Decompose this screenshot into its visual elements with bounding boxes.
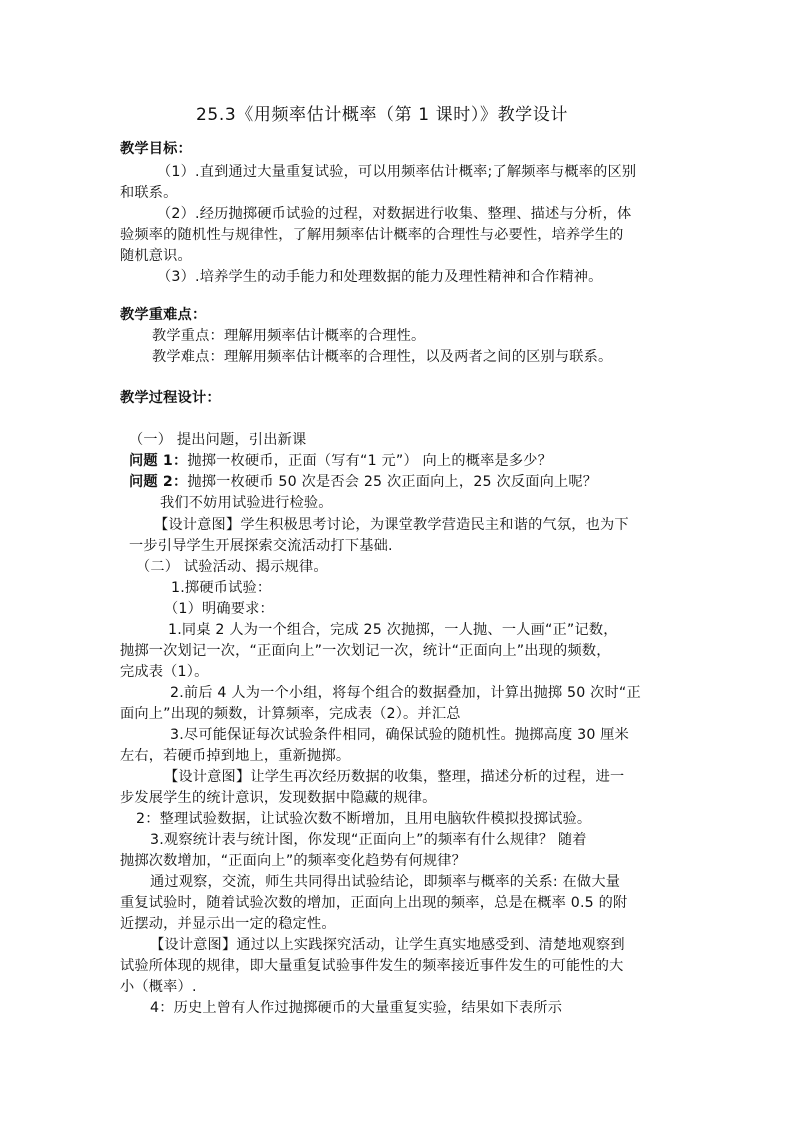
body-line: （1）明确要求： xyxy=(164,601,274,617)
keypoints-heading: 教学重难点： xyxy=(120,307,207,323)
body-line: 1.同桌 2 人为一个组合，完成 25 次抛掷，一人抛、一人画“正”记数， xyxy=(168,622,618,638)
section-heading-1: （一） 提出问题，引出新课 xyxy=(129,432,307,448)
body-line: 通过观察，交流，师生共同得出试验结论，即频率与概率的关系: 在做大量 xyxy=(150,874,621,890)
body-line: 【设计意图】通过以上实践探究活动，让学生真实地感受到、清楚地观察到 xyxy=(150,937,625,953)
objective-line: 随机意识。 xyxy=(120,248,192,264)
body-line: 【设计意图】学生积极思考讨论，为课堂教学营造民主和谐的气氛，也为下 xyxy=(154,517,629,533)
question-1-text: 抛掷一枚硬币，正面（写有“1 元”） 向上的概率是多少？ xyxy=(187,453,553,469)
body-line: 2：整理试验数据，让试验次数不断增加，且用电脑软件模拟投掷试验。 xyxy=(136,811,592,827)
body-line: 小（概率）. xyxy=(120,979,197,995)
objective-line: 验频率的随机性与规律性，了解用频率估计概率的合理性与必要性，培养学生的 xyxy=(120,227,624,243)
body-line: 步发展学生的统计意识，发现数据中隐藏的规律。 xyxy=(120,790,437,806)
objective-line: （3）.培养学生的动手能力和处理数据的能力及理性精神和合作精神。 xyxy=(157,269,603,285)
body-line: 试验所体现的规律，即大量重复试验事件发生的频率接近事件发生的可能性的大 xyxy=(120,958,624,974)
process-heading: 教学过程设计： xyxy=(120,390,221,406)
document-title: 25.3《用频率估计概率（第 1 课时）》教学设计 xyxy=(196,105,568,125)
question-1-label: 问题 1： xyxy=(129,453,188,469)
body-line: 左右，若硬币掉到地上，重新抛掷。 xyxy=(120,748,351,764)
objectives-heading: 教学目标： xyxy=(120,141,192,157)
body-line: 一步引导学生开展探索交流活动打下基础. xyxy=(129,538,393,554)
body-line: 3.尽可能保证每次试验条件相同，确保试验的随机性。抛掷高度 30 厘米 xyxy=(170,727,630,743)
question-2 xyxy=(129,472,597,493)
objective-line: （2）.经历抛掷硬币试验的过程，对数据进行收集、整理、描述与分析，体 xyxy=(157,206,632,222)
keypoint-line: 教学重点：理解用频率估计概率的合理性。 xyxy=(152,328,426,344)
objective-line: 和联系。 xyxy=(120,185,178,201)
body-line: 抛掷次数增加，“正面向上”的频率变化趋势有何规律？ xyxy=(120,853,467,869)
question-2-label: 问题 2： xyxy=(129,474,188,490)
keypoint-line: 教学难点：理解用频率估计概率的合理性，以及两者之间的区别与联系。 xyxy=(152,349,613,365)
body-line: 3.观察统计表与统计图，你发现“正面向上”的频率有什么规律？ 随着 xyxy=(150,832,587,848)
question-2-text: 抛掷一枚硬币 50 次是否会 25 次正面向上，25 次反面向上呢？ xyxy=(187,474,598,490)
body-line: 完成表（1）。 xyxy=(120,664,209,680)
body-line: 1.掷硬币试验： xyxy=(171,580,272,596)
body-line: 2.前后 4 人为一个小组，将每个组合的数据叠加，计算出抛掷 50 次时“正 xyxy=(170,685,641,701)
body-line: 近摆动，并显示出一定的稳定性。 xyxy=(120,916,336,932)
body-line: 面向上”出现的频数，计算频率，完成表（2）。并汇总 xyxy=(120,706,461,722)
body-line: 【设计意图】让学生再次经历数据的收集，整理，描述分析的过程，进一 xyxy=(164,769,625,785)
body-line: 4：历史上曾有人作过抛掷硬币的大量重复实验，结果如下表所示 xyxy=(150,1000,563,1016)
objective-line: （1）.直到通过大量重复试验，可以用频率估计概率;了解频率与概率的区别 xyxy=(157,164,637,180)
body-line: 我们不妨用试验进行检验。 xyxy=(160,495,333,511)
question-1 xyxy=(129,451,552,472)
section-heading-2: （二） 试验活动、揭示规律。 xyxy=(136,559,328,575)
body-line: 抛掷一次划记一次，“正面向上”一次划记一次，统计“正面向上”出现的频数， xyxy=(120,643,611,659)
body-line: 重复试验时，随着试验次数的增加，正面向上出现的频率，总是在概率 0.5 的附 xyxy=(120,895,628,911)
